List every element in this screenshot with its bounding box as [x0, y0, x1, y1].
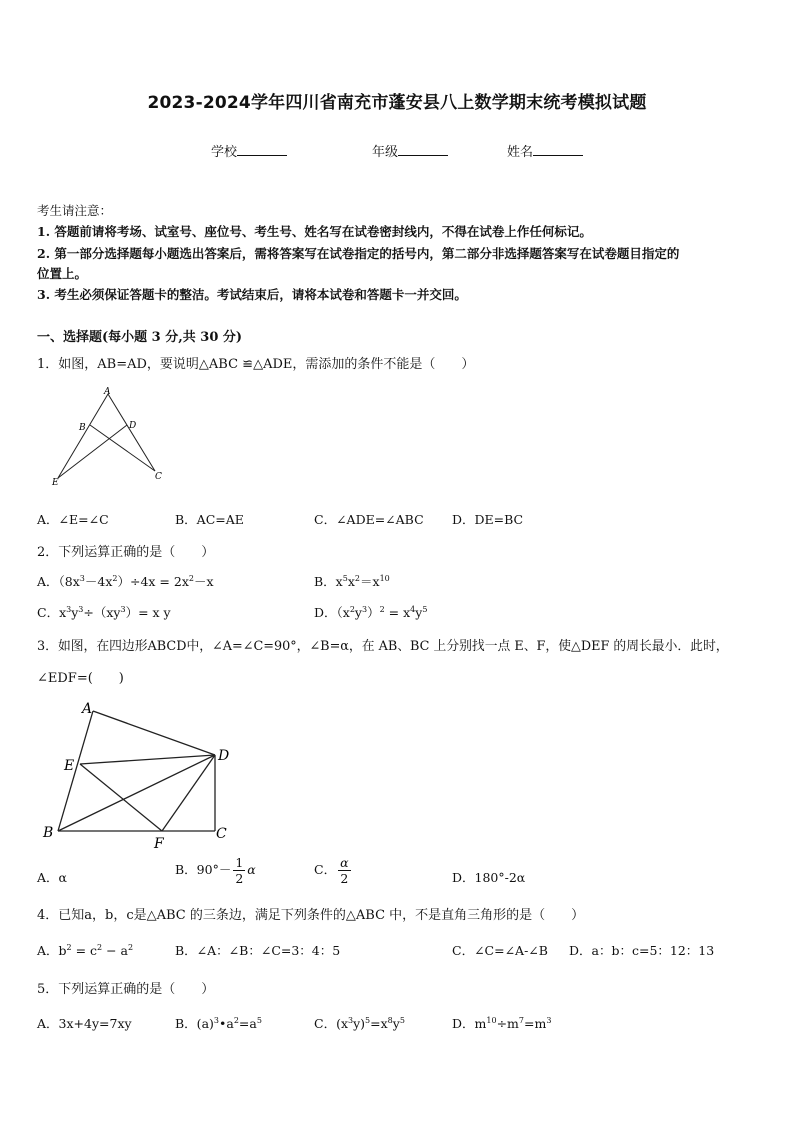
question-3-option-c: C． $\frac{\alpha}{2}$ [314, 855, 349, 886]
school-label: 学校 [211, 145, 238, 160]
question-1-option-b: B．AC=AE [175, 512, 244, 527]
question-2-option-c: C．$x^3y^3\div(xy^3)= x$ y [37, 604, 171, 620]
page-title: 2023-2024学年四川省南充市蓬安县八上数学期末统考模拟试题 [147, 93, 647, 113]
question-4-stem: 4．已知a，b，c是△ABC 的三条边，满足下列条件的△ABC 中，不是直角三角形的是（ ） [37, 908, 585, 923]
segment-ef [80, 764, 162, 831]
label-d: D [218, 748, 230, 764]
question-4-option-b: B．∠A：∠B：∠C=3：4：5 [175, 943, 341, 958]
question-5-option-b: B．$(a)^3•a^2=a^5$ [175, 1015, 262, 1031]
notice-heading: 考生请注意： [37, 203, 113, 218]
question-4-option-d: D．a：b：c=5：12：13 [569, 943, 715, 958]
question-4-option-a: A．$b^2 = c^2 - a^2$ [37, 942, 134, 958]
label-b: B [79, 423, 86, 433]
question-5-option-a: A．3x+4y=7xy [37, 1016, 132, 1031]
name-field [507, 141, 583, 160]
label-f: F [154, 836, 164, 852]
notice-item: 3. 考生必须保证答题卡的整洁。考试结束后，请将本试卷和答题卡一并交回。 [37, 287, 467, 302]
notice-item: 2. 第一部分选择题每小题选出答案后，需将答案写在试卷指定的括号内，第二部分非选择题答案写在试卷题目指定的 [37, 246, 680, 261]
question-1-option-a: A．∠E=∠C [37, 512, 109, 527]
label-e: E [64, 758, 75, 774]
segment-bc [90, 425, 155, 471]
segment-bd [58, 755, 215, 831]
segment-de [58, 425, 127, 478]
question-1-figure [40, 385, 180, 490]
question-1-option-c: C．∠ADE=∠ABC [314, 512, 424, 527]
question-1-option-d: D．DE=BC [452, 512, 524, 527]
segment-ac [108, 394, 155, 471]
question-2-option-b: B．$x^5x^2=x^{10}$ [314, 573, 390, 589]
question-5-option-d: D．$m^{10}\div m^7=m^3$ [452, 1015, 552, 1031]
grade-blank [398, 143, 448, 156]
label-a: A [82, 701, 93, 717]
question-3-option-d: D．180°-2α [452, 870, 526, 885]
question-3-stem-line2: ∠EDF=( ) [37, 671, 124, 686]
notice-item: 1. 答题前请将考场、试室号、座位号、考生号、姓名写在试卷密封线内，不得在试卷上作任何标记。 [37, 224, 592, 239]
name-blank [533, 143, 583, 156]
question-3-option-b: B．90°－ $\frac{1}{2}$ α [175, 855, 256, 886]
notice-item: 位置上。 [37, 266, 88, 281]
question-4-option-c: C．∠C=∠A-∠B [452, 943, 548, 958]
school-field [211, 141, 287, 160]
segment-ed [80, 755, 215, 764]
question-5-stem: 5．下列运算正确的是（ ） [37, 982, 215, 997]
name-label: 姓名 [507, 145, 534, 160]
grade-label: 年级 [372, 145, 399, 160]
question-1-stem: 1．如图，AB=AD，要说明△ABC ≌△ADE，需添加的条件不能是（ ） [37, 357, 475, 372]
question-5-option-c: C．$(x^3y)^5=x^8y^5$ [314, 1015, 405, 1031]
label-b: B [43, 825, 54, 841]
label-c: C [216, 826, 227, 842]
segment-fd [162, 755, 215, 831]
question-3-figure [38, 697, 238, 855]
label-a: A [104, 387, 111, 397]
question-2-option-d: D．$(x^2y^3)^2 = x^4y^5$ [314, 604, 428, 620]
segment-ae [58, 394, 108, 478]
label-c: C [155, 472, 162, 482]
label-d: D [129, 421, 137, 431]
segment-ad [93, 711, 215, 755]
question-2-stem: 2．下列运算正确的是（ ） [37, 545, 215, 560]
question-2-option-a: A．$(8x^3-4x^2)\div 4x = 2x^2-x$ [37, 573, 214, 589]
question-3-stem-line1: 3．如图，在四边形ABCD中，∠A=∠C=90°，∠B=α，在 AB、BC 上分别找一点 E、F，使△DEF 的周长最小．此时， [37, 639, 729, 654]
grade-field [372, 141, 448, 160]
question-3-option-a: A．α [37, 870, 67, 885]
school-blank [237, 143, 287, 156]
label-e: E [52, 478, 59, 488]
section-heading: 一、选择题(每小题 3 分,共 30 分) [37, 330, 243, 345]
